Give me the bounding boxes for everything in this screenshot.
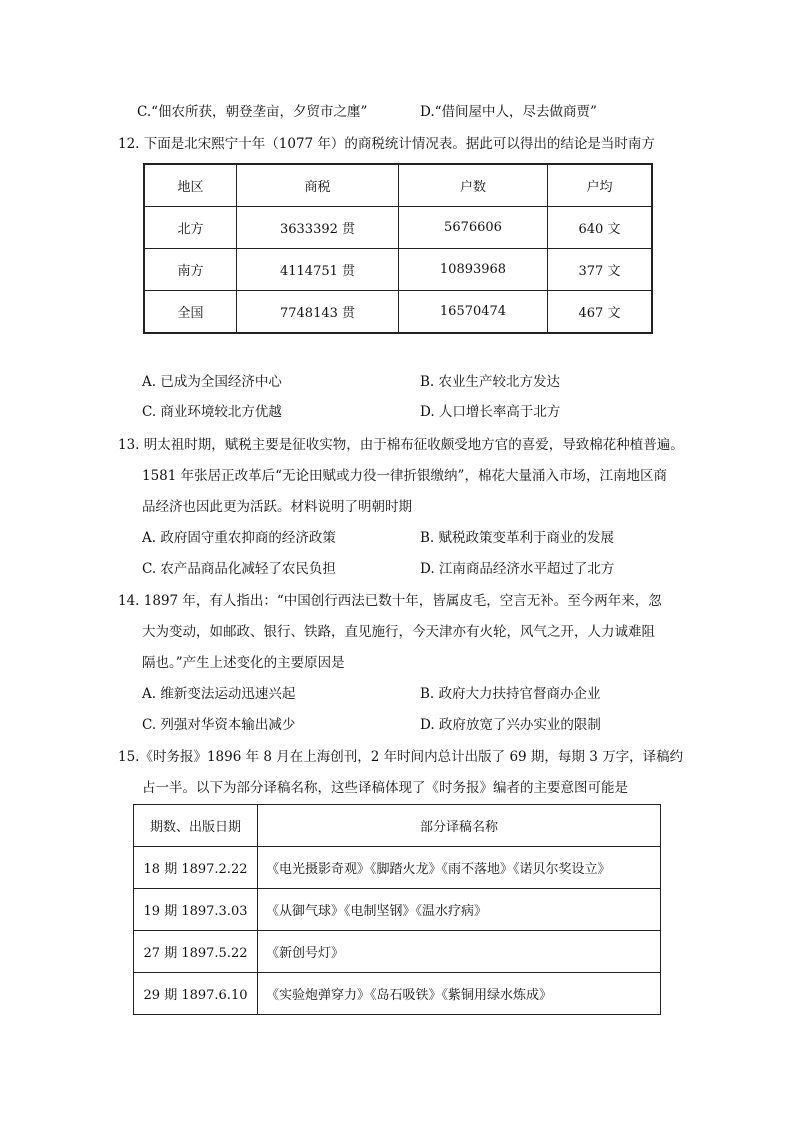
table-row: [144, 207, 652, 249]
q13-option-c: C. 农产品商品化减轻了农民负担: [142, 561, 336, 577]
q14-option-a: A. 维新变法运动迅速兴起: [142, 686, 296, 702]
table-cell: 5676606: [399, 207, 548, 249]
q12-option-b: B. 农业生产较北方发达: [420, 374, 561, 390]
table-row: [134, 931, 661, 973]
table-cell: 《电光摄影奇观》《脚踏火龙》《雨不落地》《诺贝尔奖设立》: [258, 847, 661, 889]
q12-option-d: D. 人口增长率高于北方: [420, 404, 561, 420]
q14-stem-line-3: 隔也。”产生上述变化的主要原因是: [142, 655, 345, 671]
table-cell: 377 文: [548, 249, 653, 291]
table-cell: 《从御气球》《电制坚钢》《温水疗病》: [258, 889, 661, 931]
q15-stem-line-2: 占一半。以下为部分译稿名称，这些译稿体现了《时务报》编者的主要意图可能是: [142, 780, 628, 796]
q12-stem: 12. 下面是北宋熙宁十年（1077 年）的商税统计情况表。据此可以得出的结论是当时南方: [118, 136, 655, 152]
table-cell: 3633392 贯: [237, 207, 399, 249]
table-cell: 18 期 1897.2.22: [134, 847, 258, 889]
q14-option-d: D. 政府放宽了兴办实业的限制: [420, 717, 601, 733]
table-cell: 4114751 贯: [237, 249, 399, 291]
table-cell: 640 文: [548, 207, 653, 249]
table-cell: 南方: [144, 249, 237, 291]
q13-stem-line-2: 1581 年张居正改革后“无论田赋或力役一律折银缴纳”，棉花大量涌入市场，江南地区商: [142, 468, 667, 484]
table-header-row: [144, 164, 652, 207]
q12-option-a: A. 已成为全国经济中心: [142, 374, 282, 390]
table-header-cell: 商税: [237, 164, 399, 207]
q14-option-b: B. 政府大力扶持官督商办企业: [420, 686, 601, 702]
table-header-cell: 地区: [144, 164, 237, 207]
q13-option-d: D. 江南商品经济水平超过了北方: [420, 561, 615, 577]
q14-option-c: C. 列强对华资本输出减少: [142, 717, 296, 733]
q13-stem-line-3: 品经济也因此更为活跃。材料说明了明朝时期: [142, 499, 412, 515]
table-header-row: [134, 805, 661, 847]
table-cell: 29 期 1897.6.10: [134, 973, 258, 1015]
q11-option-c: C.“佃农所获，朝登垄亩，夕贸市之廛”: [137, 104, 368, 120]
q14-stem-line-1: 14. 1897 年，有人指出：“中国创行西法已数十年，皆属皮毛，空言无补。至今两年来，忽: [118, 593, 662, 609]
q15-stem-line-1: 15.《时务报》1896 年 8 月在上海创刊，2 年时间内总计出版了 69 期，每期 3 万字，译稿约: [118, 749, 684, 765]
table-row: [144, 249, 652, 291]
table-header-cell: 部分译稿名称: [258, 805, 661, 847]
table-row: [134, 847, 661, 889]
table-header-cell: 户数: [399, 164, 548, 207]
table-cell: 467 文: [548, 291, 653, 334]
q12-option-c: C. 商业环境较北方优越: [142, 404, 282, 420]
table-cell: 北方: [144, 207, 237, 249]
table-header-cell: 期数、出版日期: [134, 805, 258, 847]
table-cell: 全国: [144, 291, 237, 334]
q14-stem-line-2: 大为变动，如邮政、银行、铁路，直见施行，今天津亦有火轮，风气之开，人力诚难阻: [142, 624, 655, 640]
q13-option-a: A. 政府固守重农抑商的经济政策: [142, 530, 336, 546]
table-cell: 《新创号灯》: [258, 931, 661, 973]
table-cell: 7748143 贯: [237, 291, 399, 334]
q13-option-b: B. 赋税政策变革利于商业的发展: [420, 530, 615, 546]
table-cell: 《实验炮弹穿力》《岛石吸铁》《紫铜用绿水炼成》: [258, 973, 661, 1015]
q15-translation-table: [133, 804, 661, 1015]
q13-stem-line-1: 13. 明太祖时期，赋税主要是征收实物，由于棉布征收颇受地方官的喜爱，导致棉花种植普遍。: [118, 437, 684, 453]
table-cell: 19 期 1897.3.03: [134, 889, 258, 931]
table-cell: 27 期 1897.5.22: [134, 931, 258, 973]
table-row: [134, 889, 661, 931]
table-header-cell: 户均: [548, 164, 653, 207]
table-row: [144, 291, 652, 334]
q11-option-d: D.“借间屋中人，尽去做商贾”: [420, 104, 597, 120]
table-cell: 10893968: [399, 249, 548, 291]
q12-tax-table: [143, 163, 653, 334]
table-cell: 16570474: [399, 291, 548, 334]
table-row: [134, 973, 661, 1015]
